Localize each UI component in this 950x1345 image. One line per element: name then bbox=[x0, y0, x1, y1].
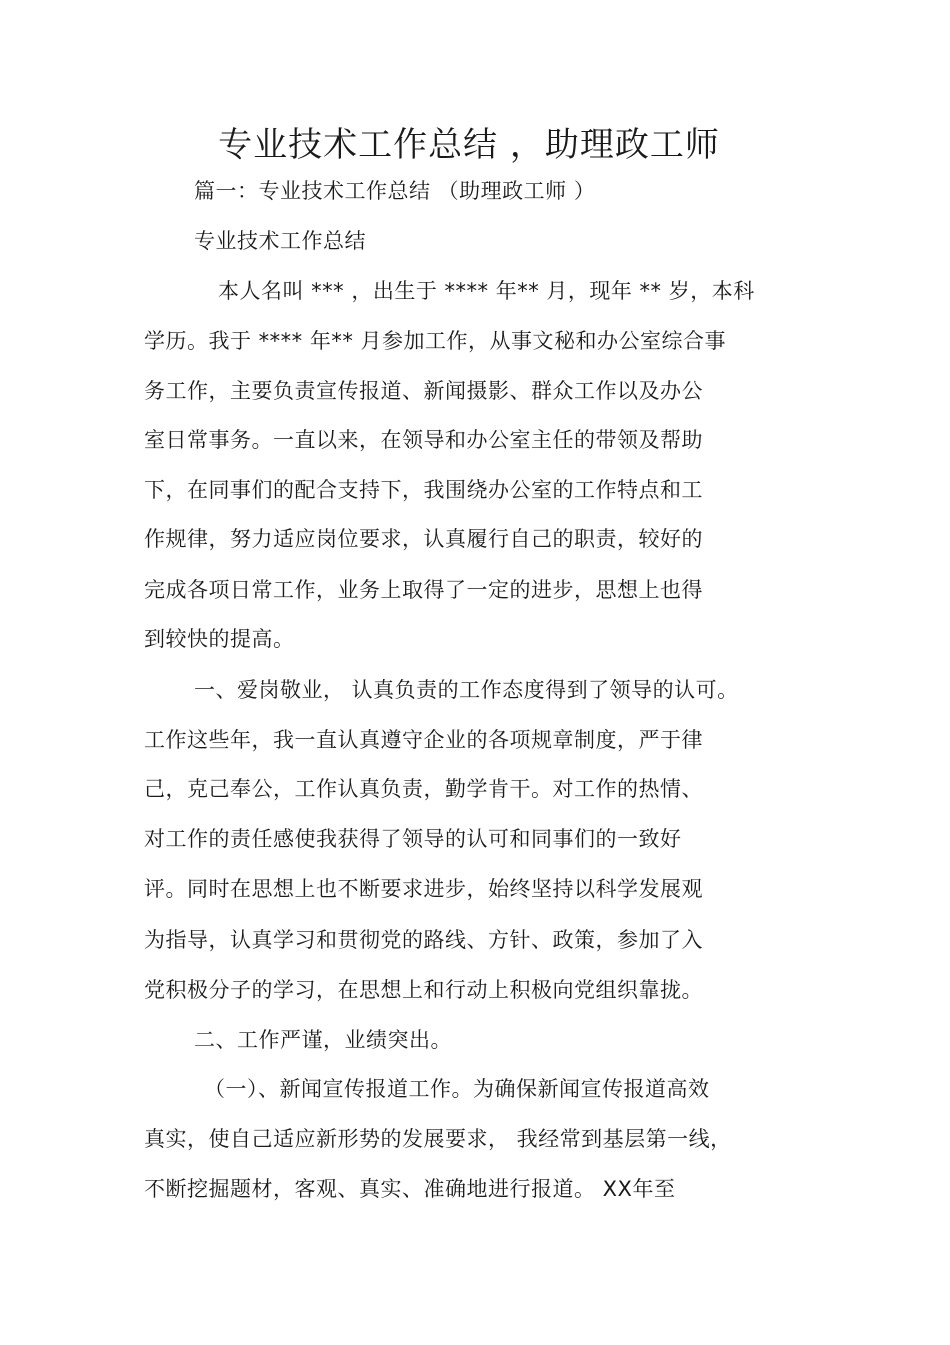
paragraph-line: 室日常事务。一直以来，在领导和办公室主任的带领及帮助 bbox=[144, 428, 703, 452]
paragraph-line: 不断挖掘题材，客观、真实、准确地进行报道。 XX年至 bbox=[144, 1177, 676, 1201]
paragraph-line: （一）、新闻宣传报道工作。为确保新闻宣传报道高效 bbox=[204, 1077, 710, 1101]
document-title: 专业技术工作总结 ，助理政工师 bbox=[218, 125, 720, 165]
subtitle-line: 篇一：专业技术工作总结 （助理政工师 ） bbox=[194, 179, 596, 203]
paragraph-line: 一、爱岗敬业， 认真负责的工作态度得到了领导的认可。 bbox=[194, 678, 739, 702]
paragraph-line: 二、工作严谨，业绩突出。 bbox=[194, 1028, 452, 1052]
paragraph-line: 下，在同事们的配合支持下，我围绕办公室的工作特点和工 bbox=[144, 478, 703, 502]
paragraph-line: 务工作，主要负责宣传报道、新闻摄影、群众工作以及办公 bbox=[144, 379, 703, 403]
paragraph-line: 对工作的责任感使我获得了领导的认可和同事们的一致好 bbox=[144, 827, 682, 851]
paragraph-line: 完成各项日常工作，业务上取得了一定的进步，思想上也得 bbox=[144, 578, 703, 602]
paragraph-line: 己，克己奉公，工作认真负责，勤学肯干。对工作的热情、 bbox=[144, 777, 703, 801]
paragraph-line: 本人名叫 *** ，出生于 **** 年** 月，现年 ** 岁，本科 bbox=[218, 279, 755, 303]
paragraph-line: 学历。我于 **** 年** 月参加工作，从事文秘和办公室综合事 bbox=[144, 329, 727, 353]
paragraph-line: 党积极分子的学习，在思想上和行动上积极向党组织靠拢。 bbox=[144, 978, 703, 1002]
paragraph-line: 评。同时在思想上也不断要求进步，始终坚持以科学发展观 bbox=[144, 877, 703, 901]
paragraph-line: 为指导，认真学习和贯彻党的路线、方针、政策，参加了入 bbox=[144, 928, 703, 952]
paragraph-line: 真实，使自己适应新形势的发展要求， 我经常到基层第一线， bbox=[144, 1127, 732, 1151]
paragraph-line: 工作这些年，我一直认真遵守企业的各项规章制度，严于律 bbox=[144, 728, 703, 752]
paragraph-line: 到较快的提高。 bbox=[144, 627, 295, 651]
section-heading: 专业技术工作总结 bbox=[194, 229, 366, 253]
paragraph-line: 作规律，努力适应岗位要求，认真履行自己的职责，较好的 bbox=[144, 527, 703, 551]
